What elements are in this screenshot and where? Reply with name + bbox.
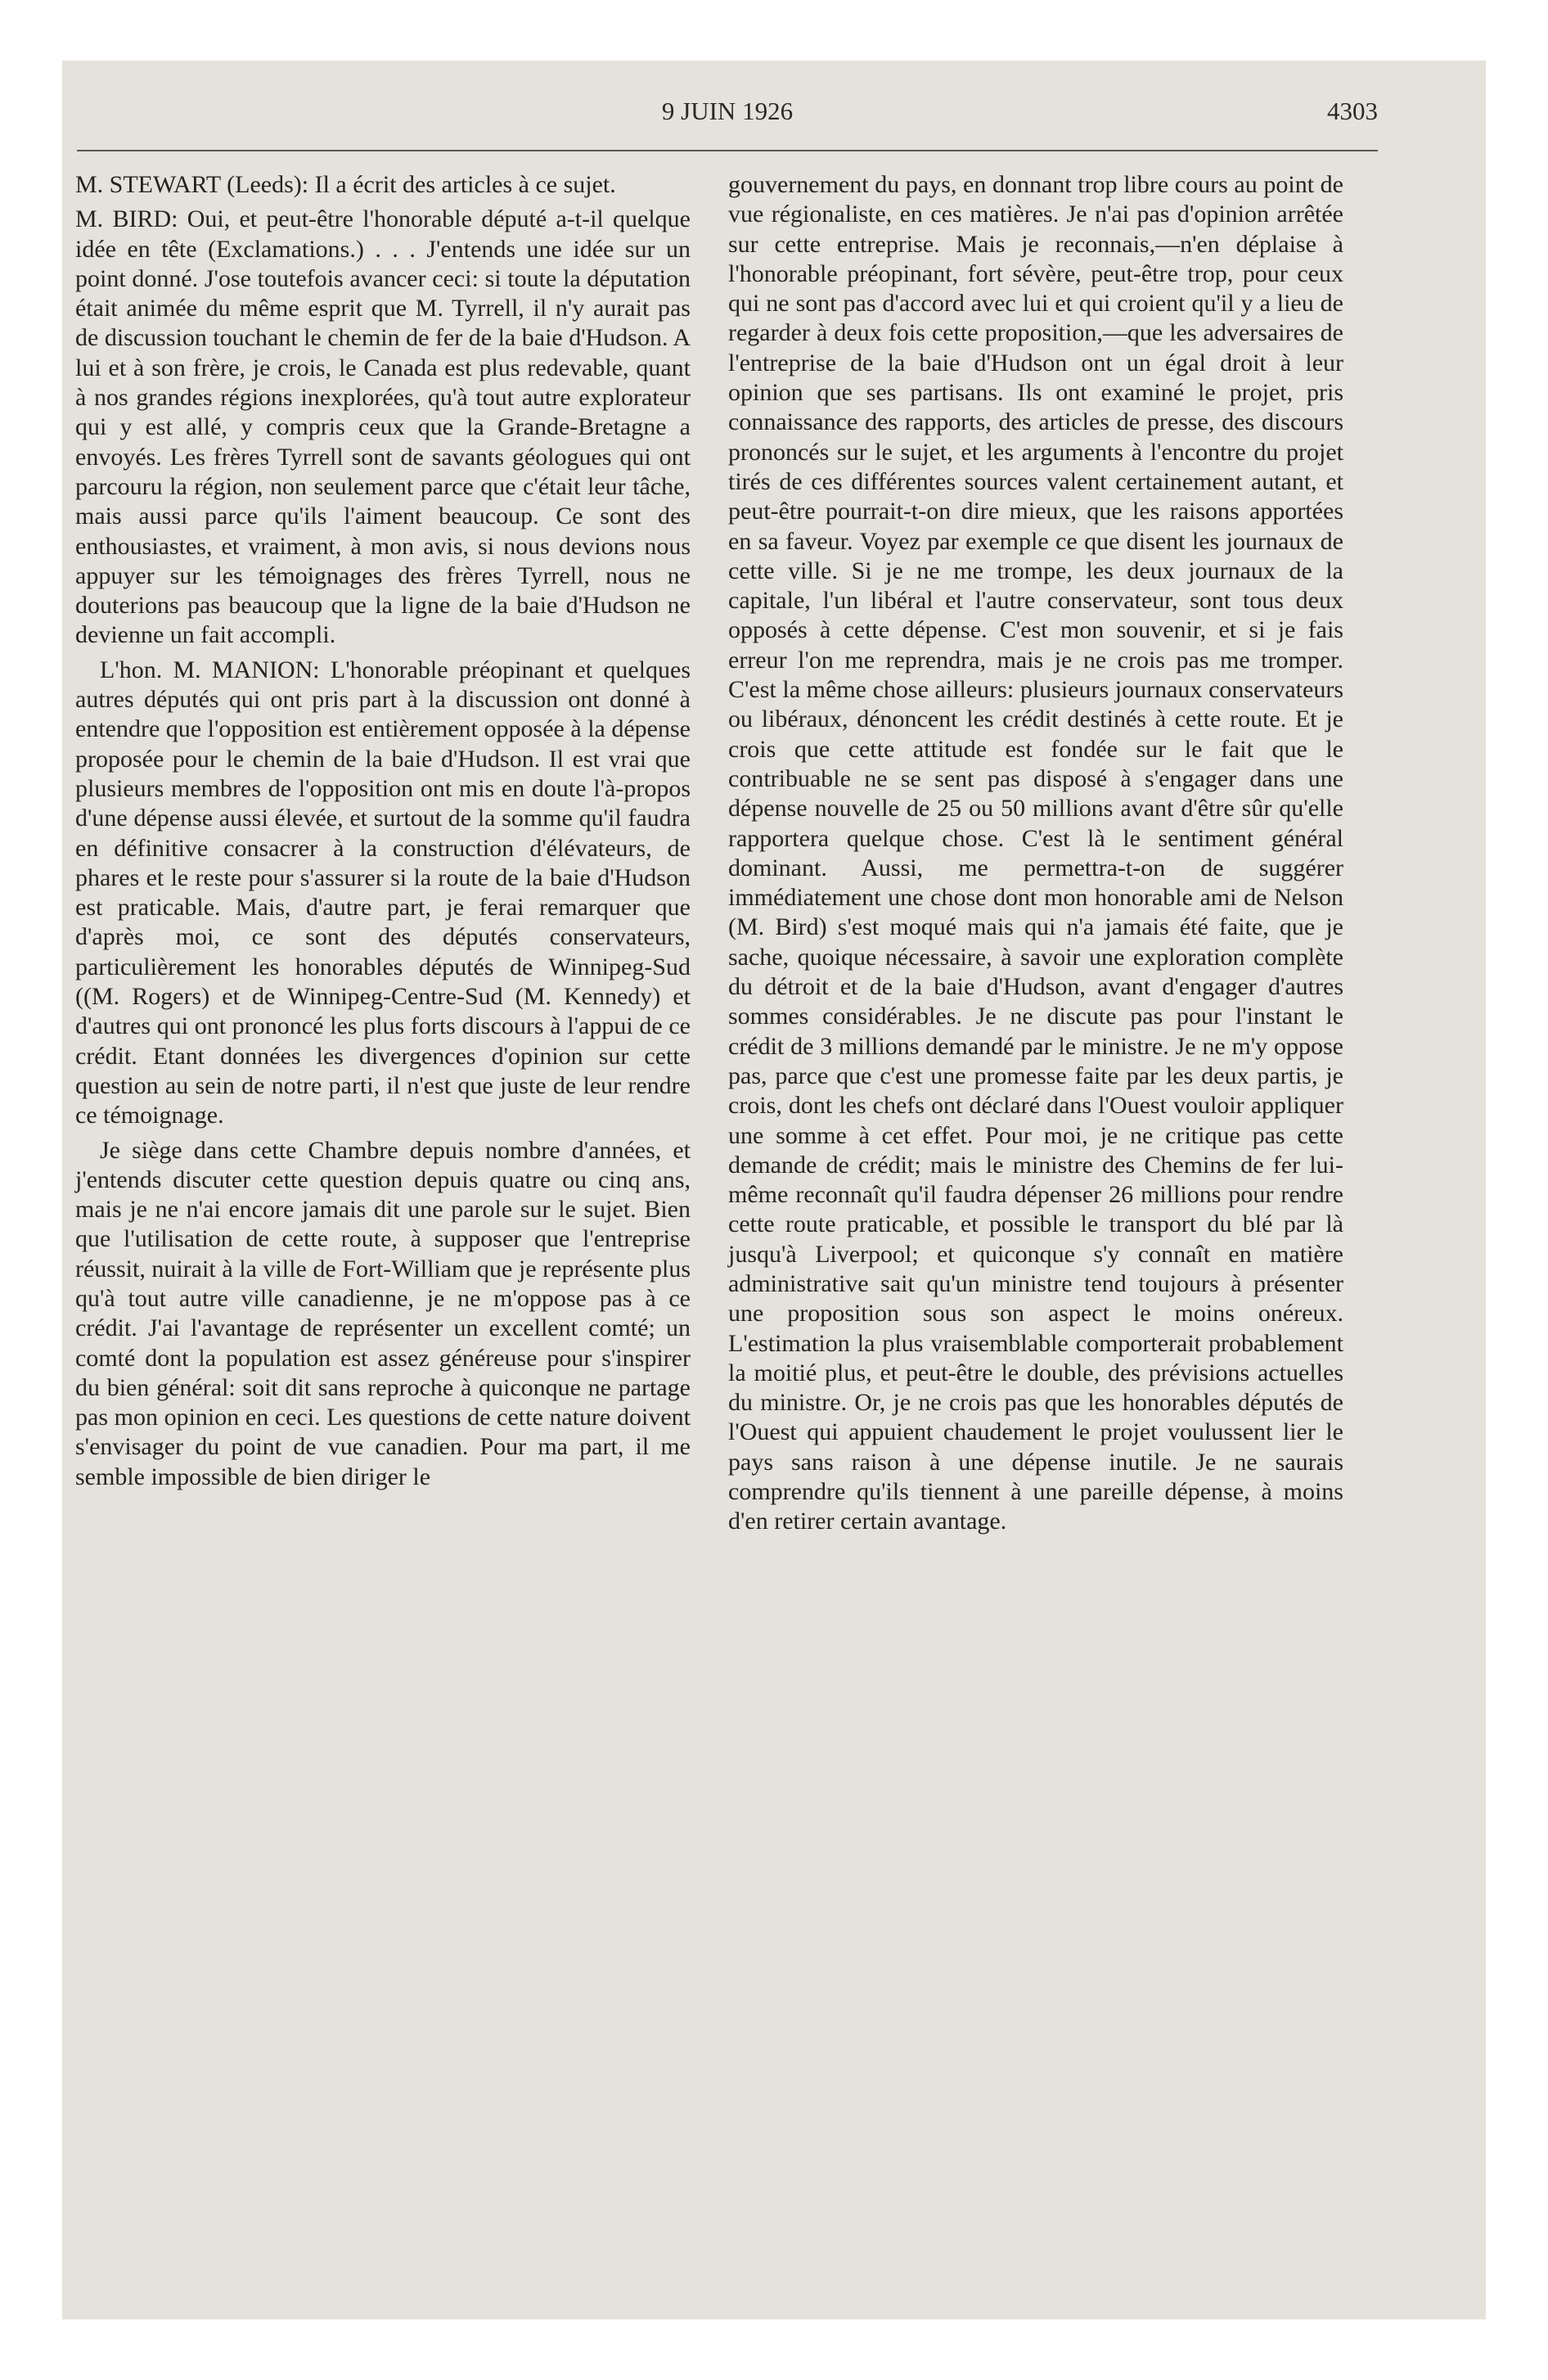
left-column [75, 170, 691, 1497]
paragraph: L'hon. M. MANION: L'honorable préopinant et quelques autres députés qui ont pris part à la discussion ont donné à entendre que l'opposition est entièrement opposée à la dépense proposée pour le chemin de la baie d'Hudson. Il est vrai que plusieurs membres de l'opposition ont mis en doute l'à-propos d'une dépense aussi élevée, et surtout de la somme qu'il faudra en définitive consacrer à la construction d'élévateurs, de phares et le reste pour s'assurer si la route de la baie d'Hudson est praticable. Mais, d'autre part, je ferai remarquer que d'après moi, ce sont des députés conservateurs, particulièrement les honorables députés de Winnipeg-Sud ((M. Rogers) et de Winnipeg-Centre-Sud (M. Kennedy) et d'autres qui ont prononcé les plus forts discours à l'appui de ce crédit. Etant données les divergences d'opinion sur cette question au sein de notre parti, il n'est que juste de leur rendre ce témoignage. [75, 656, 691, 1129]
right-column [728, 170, 1343, 1542]
paragraph: Je siège dans cette Chambre depuis nombre d'années, et j'entends discuter cette question depuis quatre ou cinq ans, mais je ne n'ai encore jamais dit une parole sur le sujet. Bien que l'utilisation de cette route, à supposer que l'entreprise réussit, nuirait à la ville de Fort-William que je représente plus qu'à tout autre ville canadienne, je ne m'oppose pas à ce crédit. J'ai l'avantage de représenter un excellent comté; un comté dont la population est assez généreuse pour s'inspirer du bien général: soit dit sans reproche à quiconque ne partage pas mon opinion en ceci. Les questions de cette nature doivent s'envisager du point de vue canadien. Pour ma part, il me semble impossible de bien diriger le [75, 1136, 691, 1490]
header-rule [77, 150, 1378, 151]
page-header [77, 97, 1378, 146]
header-date: 9 JUIN 1926 [661, 97, 794, 125]
page-number: 4303 [1327, 97, 1378, 125]
paragraph: M. STEWART (Leeds): Il a écrit des articles à ce sujet. [75, 171, 616, 198]
paragraph: M. BIRD: Oui, et peut-être l'honorable député a-t-il quelque idée en tête (Exclamations.) . . . J'entends une idée sur un point donné. J'ose toutefois avancer ceci: si toute la députation était animée du même esprit que M. Tyrrell, il n'y aurait pas de discussion touchant le chemin de fer de la baie d'Hudson. A lui et à son frère, je crois, le Canada est plus redevable, quant à nos grandes régions inexplorées, qu'à tout autre explorateur qui y est allé, y compris ceux que la Grande-Bretagne a envoyés. Les frères Tyrrell sont de savants géologues qui ont parcouru la région, non seulement parce que c'était leur tâche, mais aussi parce qu'ils l'aiment beaucoup. Ce sont des enthousiastes, et vraiment, à mon avis, si nous devions nous appuyer sur les témoignages des frères Tyrrell, nous ne douterions pas beaucoup que la ligne de la baie d'Hudson ne devienne un fait accompli. [75, 205, 691, 649]
paragraph: gouvernement du pays, en donnant trop libre cours au point de vue régionaliste, en ces matières. Je n'ai pas d'opinion arrêtée sur cette entreprise. Mais je reconnais,—n'en déplaise à l'honorable préopinant, fort sévère, peut-être trop, pour ceux qui ne sont pas d'accord avec lui et qui croient qu'il y a lieu de regarder à deux fois cette proposition,—que les adversaires de l'entreprise de la baie d'Hudson ont un égal droit à leur opinion que ses partisans. Ils ont examiné le projet, pris connaissance des rapports, des articles de presse, des discours prononcés sur le sujet, et les arguments à l'encontre du projet tirés de ces différentes sources valent certainement autant, et peut-être pourrait-t-on dire mieux, que les raisons apportées en sa faveur. Voyez par exemple ce que disent les journaux de cette ville. Si je ne me trompe, les deux journaux de la capitale, l'un libéral et l'autre conservateur, sont tous deux opposés à cette dépense. C'est mon souvenir, et si je fais erreur l'on me reprendra, mais je ne crois pas me tromper. C'est la même chose ailleurs: plusieurs journaux conservateurs ou libéraux, dénoncent les crédit destinés à cette route. Et je crois que cette attitude est fondée sur le fait que le contribuable ne se sent pas disposé à s'engager dans une dépense nouvelle de 25 ou 50 millions avant d'être sûr qu'elle rapportera quelque chose. C'est là le sentiment général dominant. Aussi, me permettra-t-on de suggérer immédiatement une chose dont mon honorable ami de Nelson (M. Bird) s'est moqué mais qui n'a jamais été faite, que je sache, quoique nécessaire, à savoir une exploration complète du détroit et de la baie d'Hudson, avant d'engager d'autres sommes considérables. Je ne discute pas pour l'instant le crédit de 3 millions demandé par le ministre. Je ne m'y oppose pas, parce que c'est une promesse faite par les deux partis, je crois, dont les chefs ont déclaré dans l'Ouest vouloir appliquer une somme à cet effet. Pour moi, je ne critique pas cette demande de crédit; mais le ministre des Chemins de fer lui-même reconnaît qu'il faudra dépenser 26 millions pour rendre cette route praticable, et possible le transport du blé par là jusqu'à Liverpool; et quiconque s'y connaît en matière administrative sait qu'un ministre tend toujours à présenter une proposition sous son aspect le moins onéreux. L'estimation la plus vraisemblable comporterait probablement la moitié plus, et peut-être le double, des prévisions actuelles du ministre. Or, je ne crois pas que les honorables députés de l'Ouest qui appuient chaudement le projet voulussent lier le pays sans raison à une dépense inutile. Je ne saurais comprendre qu'ils tiennent à une pareille dépense, à moins d'en retirer certain avantage. [728, 171, 1343, 1535]
